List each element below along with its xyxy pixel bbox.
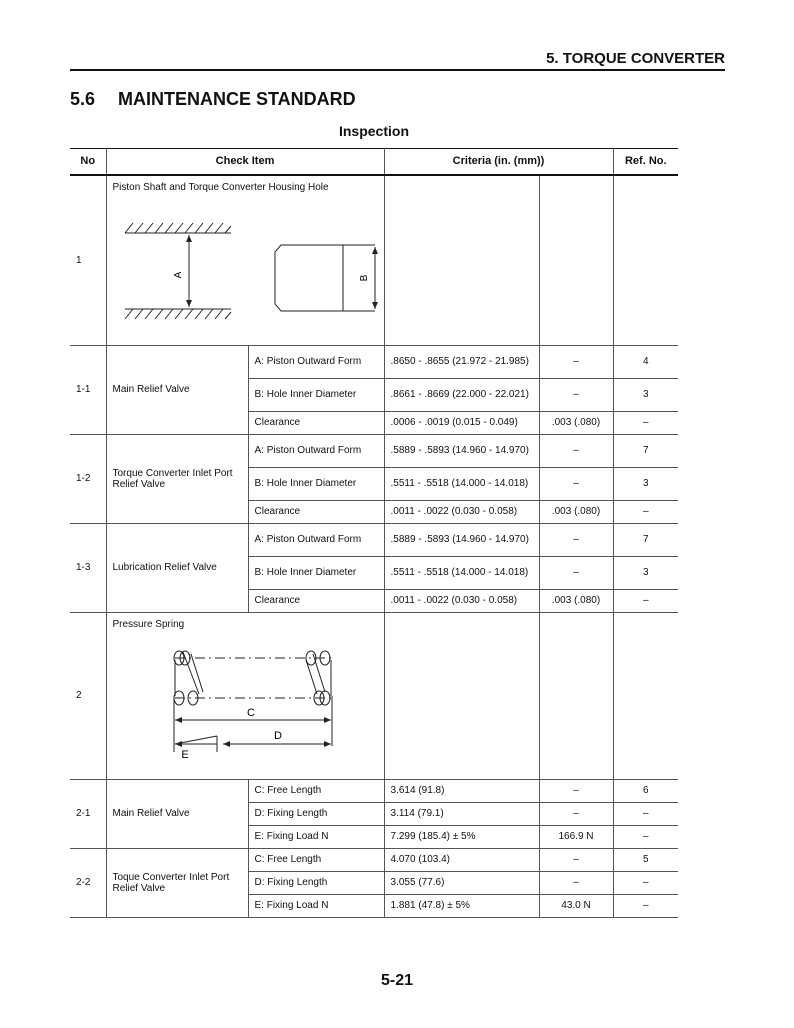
item1-no: 1	[70, 175, 106, 345]
limit-value: –	[539, 556, 613, 589]
limit-value: –	[539, 467, 613, 500]
check-item: Clearance	[248, 411, 384, 434]
ref-number: –	[613, 500, 678, 523]
chapter-title: 5. TORQUE CONVERTER	[546, 50, 725, 67]
check-item: A: Piston Outward Form	[248, 345, 384, 378]
check-item: D: Fixing Length	[248, 871, 384, 894]
criteria-value: .5511 - .5518 (14.000 - 14.018)	[384, 556, 539, 589]
criteria-value: 3.614 (91.8)	[384, 779, 539, 802]
item2-title: Pressure Spring	[112, 618, 185, 630]
limit-value: –	[539, 871, 613, 894]
check-item: Clearance	[248, 500, 384, 523]
criteria-value: 7.299 (185.4) ± 5%	[384, 825, 539, 848]
criteria-value: 4.070 (103.4)	[384, 848, 539, 871]
check-item: B: Hole Inner Diameter	[248, 378, 384, 411]
ref-number: 3	[613, 556, 678, 589]
limit-value: –	[539, 378, 613, 411]
check-item: E: Fixing Load N	[248, 825, 384, 848]
section-name: MAINTENANCE STANDARD	[118, 89, 356, 109]
limit-value: .003 (.080)	[539, 411, 613, 434]
header-no: No	[70, 149, 106, 176]
valve-no: 1-1	[70, 345, 106, 434]
ref-number: 6	[613, 779, 678, 802]
criteria-value: .0011 - .0022 (0.030 - 0.058)	[384, 589, 539, 612]
check-item: A: Piston Outward Form	[248, 434, 384, 467]
spring-no: 2-1	[70, 779, 106, 848]
item2-row	[70, 612, 678, 779]
item1-limit-empty	[539, 175, 613, 345]
limit-value: 166.9 N	[539, 825, 613, 848]
label-d: D	[273, 729, 282, 742]
valve-no: 1-2	[70, 434, 106, 523]
ref-number: 7	[613, 523, 678, 556]
item2-no: 2	[70, 612, 106, 779]
header-criteria: Criteria (in. (mm))	[384, 149, 613, 176]
ref-number: –	[613, 871, 678, 894]
item1-row	[70, 175, 678, 345]
criteria-value: .8661 - .8669 (22.000 - 22.021)	[384, 378, 539, 411]
criteria-value: 3.055 (77.6)	[384, 871, 539, 894]
table-header-row	[70, 149, 678, 176]
check-item: A: Piston Outward Form	[248, 523, 384, 556]
table-row	[70, 523, 678, 556]
table-row	[70, 345, 678, 378]
ref-number: 3	[613, 467, 678, 500]
limit-value: –	[539, 779, 613, 802]
valve-name: Torque Converter Inlet Port Relief Valve	[106, 434, 248, 523]
label-a: A	[172, 271, 184, 279]
limit-value: 43.0 N	[539, 894, 613, 917]
limit-value: .003 (.080)	[539, 589, 613, 612]
criteria-value: .0011 - .0022 (0.030 - 0.058)	[384, 500, 539, 523]
item1-criteria-empty	[384, 175, 539, 345]
item1-ref-empty	[613, 175, 678, 345]
item1-diagram-cell	[106, 175, 384, 345]
criteria-value: 3.114 (79.1)	[384, 802, 539, 825]
ref-number: 5	[613, 848, 678, 871]
ref-number: 3	[613, 378, 678, 411]
item2-diagram-cell	[106, 612, 384, 779]
ref-number: –	[613, 894, 678, 917]
check-item: B: Hole Inner Diameter	[248, 467, 384, 500]
limit-value: –	[539, 345, 613, 378]
criteria-value: .5511 - .5518 (14.000 - 14.018)	[384, 467, 539, 500]
check-item: C: Free Length	[248, 779, 384, 802]
criteria-value: .5889 - .5893 (14.960 - 14.970)	[384, 523, 539, 556]
section-number: 5.6	[70, 89, 96, 109]
subtitle: Inspection	[338, 123, 409, 139]
label-e: E	[180, 748, 189, 761]
spring-name: Main Relief Valve	[106, 779, 248, 848]
table-row	[70, 434, 678, 467]
check-item: C: Free Length	[248, 848, 384, 871]
item2-criteria-empty	[384, 612, 539, 779]
criteria-value: 1.881 (47.8) ± 5%	[384, 894, 539, 917]
criteria-value: .8650 - .8655 (21.972 - 21.985)	[384, 345, 539, 378]
piston-housing-diagram	[113, 195, 383, 335]
spring-no: 2-2	[70, 848, 106, 917]
limit-value: .003 (.080)	[539, 500, 613, 523]
valve-name: Main Relief Valve	[106, 345, 248, 434]
header-rule	[70, 69, 725, 71]
header-ref: Ref. No.	[613, 149, 678, 176]
ref-number: –	[613, 589, 678, 612]
limit-value: –	[539, 434, 613, 467]
valve-name: Lubrication Relief Valve	[106, 523, 248, 612]
pressure-spring-diagram	[113, 634, 383, 769]
ref-number: –	[613, 825, 678, 848]
label-b: B	[358, 274, 370, 282]
page-number: 5-21	[380, 972, 414, 989]
check-item: Clearance	[248, 589, 384, 612]
ref-number: –	[613, 411, 678, 434]
section-title	[70, 89, 356, 110]
header-check-item: Check Item	[106, 149, 384, 176]
item2-ref-empty	[613, 612, 678, 779]
valve-no: 1-3	[70, 523, 106, 612]
inspection-table	[70, 148, 678, 918]
ref-number: 7	[613, 434, 678, 467]
ref-number: 4	[613, 345, 678, 378]
check-item: E: Fixing Load N	[248, 894, 384, 917]
check-item: D: Fixing Length	[248, 802, 384, 825]
table-row	[70, 848, 678, 871]
limit-value: –	[539, 802, 613, 825]
criteria-value: .5889 - .5893 (14.960 - 14.970)	[384, 434, 539, 467]
table-row	[70, 779, 678, 802]
spring-name: Toque Converter Inlet Port Relief Valve	[106, 848, 248, 917]
criteria-value: .0006 - .0019 (0.015 - 0.049)	[384, 411, 539, 434]
ref-number: –	[613, 802, 678, 825]
label-c: C	[246, 706, 255, 719]
check-item: B: Hole Inner Diameter	[248, 556, 384, 589]
limit-value: –	[539, 523, 613, 556]
limit-value: –	[539, 848, 613, 871]
item2-limit-empty	[539, 612, 613, 779]
item1-title: Piston Shaft and Torque Converter Housing Hole	[112, 182, 329, 193]
